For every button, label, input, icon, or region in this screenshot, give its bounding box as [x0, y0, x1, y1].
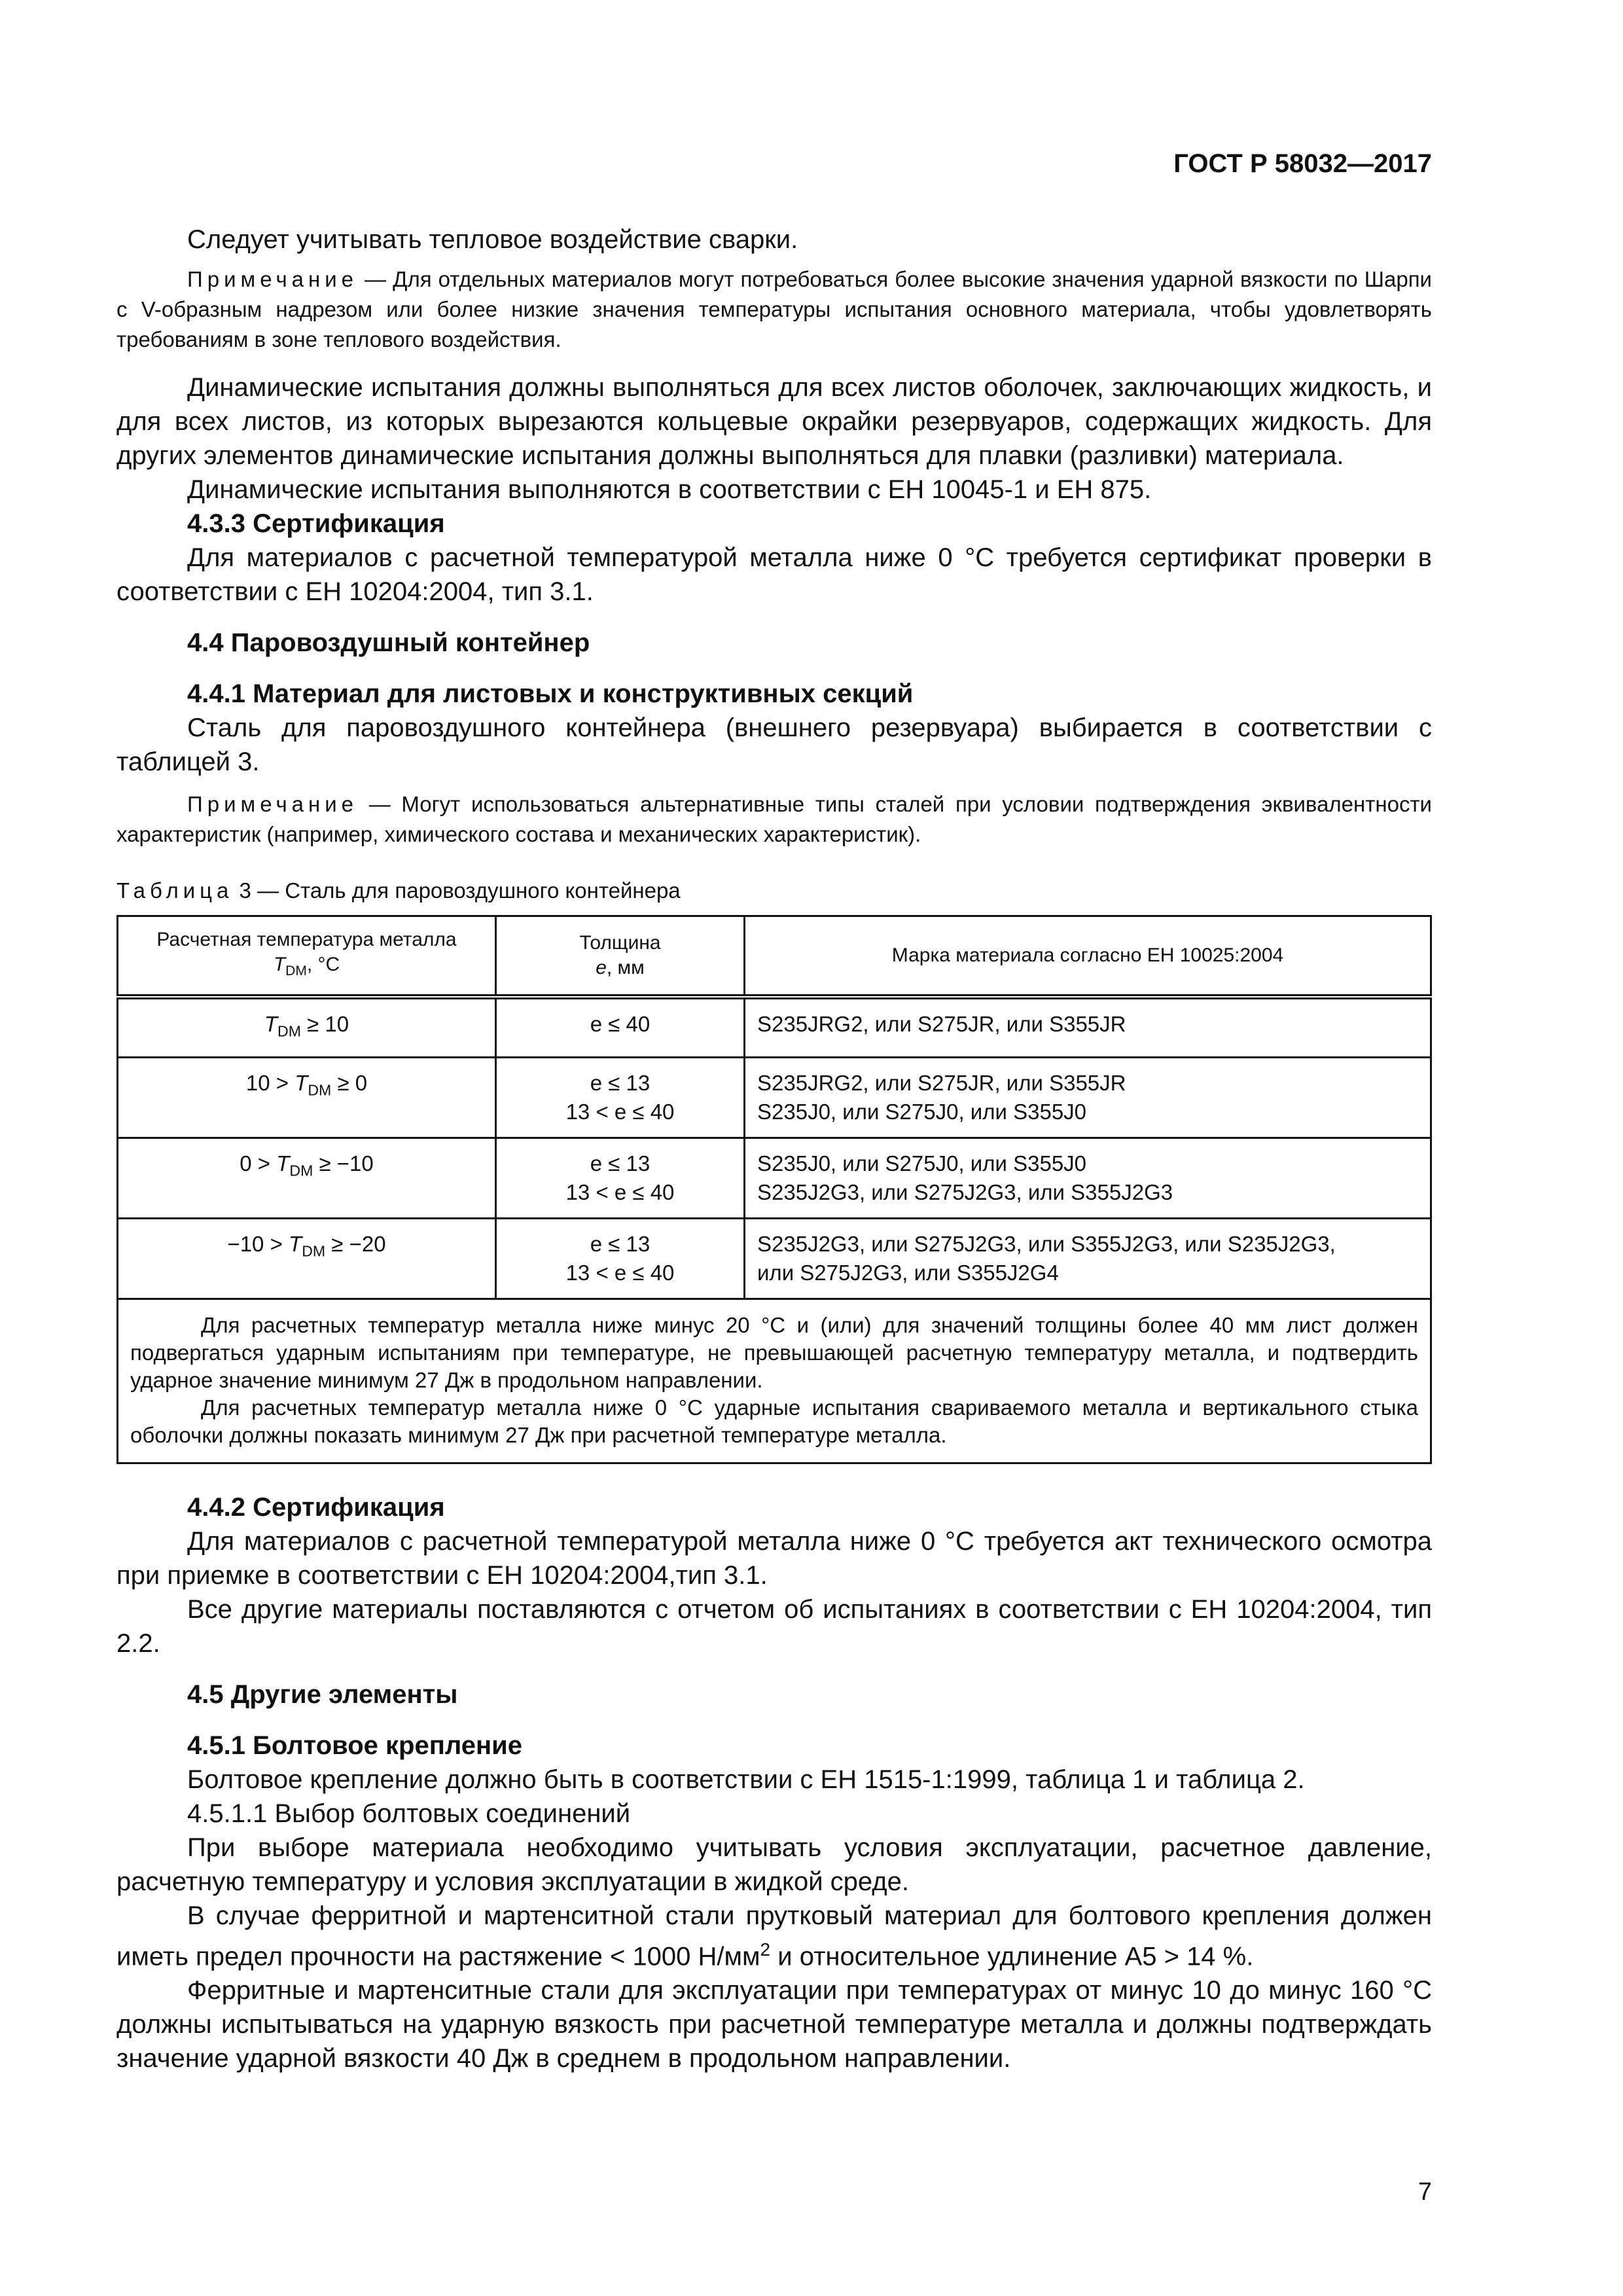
cell-temperature: $T_{DM} \ge 10$ [118, 997, 496, 1057]
table-note-impact: Для расчетных температур металла ниже минус 20 °С и (или) для значений толщины более 40 мм лист должен подвергаться ударным испытаниям при температуре, не превышающей расчетную температуру металла, и подтвердить ударное значение минимум 27 Дж в продольном направлении. [130, 1312, 1418, 1392]
page-number: 7 [1418, 2178, 1432, 2206]
paragraph-bolting-standard: Болтовое крепление должно быть в соответствии с ЕН 1515-1:1999, таблица 1 и таблица 2. [187, 1765, 1305, 1794]
note-alternative-steels [116, 789, 1432, 850]
table-row [118, 1218, 1431, 1299]
table-header-row [118, 916, 1431, 997]
heading-4-5: 4.5 Другие элементы [187, 1679, 458, 1709]
note-text: — Для отдельных материалов могут потребоваться более высокие значения ударной вязкости по Шарпи с V-образным надрезом или более низкие значения температуры испытания основного материала, чтобы удовлетворять требованиям в зоне теплового воздействия. [116, 267, 1432, 351]
paragraph-certification: Для материалов с расчетной температурой металла ниже 0 °С требуется сертификат проверки в соответствии с ЕН 10204:2004, тип 3.1. [116, 543, 1432, 606]
table-caption [116, 876, 1432, 906]
header-thickness: Толщина e, мм [496, 916, 745, 997]
cell-grade: S235JRG2, или S275JR, или S355JR [745, 997, 1431, 1057]
note-label: Примечание [187, 267, 359, 291]
table-caption-text: 3 — Сталь для паровоздушного контейнера [233, 878, 681, 903]
table-note-row [118, 1299, 1431, 1463]
table-row [118, 997, 1431, 1057]
cell-temperature: $0 > T_{DM} \ge -10$ [118, 1138, 496, 1218]
table-row [118, 1138, 1431, 1218]
note-text: — Могут использоваться альтернативные типы сталей при условии подтверждения эквивалентности характеристик (например, химического состава и механических характеристик). [116, 792, 1432, 846]
paragraph-welding-heat: Следует учитывать тепловое воздействие сварки. [187, 225, 798, 254]
header-grade: Марка материала согласно ЕН 10025:2004 [745, 916, 1431, 997]
paragraph-bolt-selection: 4.5.1.1 Выбор болтовых соединений [187, 1799, 631, 1828]
paragraph-dynamic-standards: Динамические испытания выполняются в соответствии с ЕН 10045-1 и ЕН 875. [187, 475, 1152, 504]
document-code: ГОСТ Р 58032—2017 [1173, 149, 1432, 178]
page-body [116, 0, 1432, 2075]
cell-thickness: e ≤ 13 13 < e ≤ 40 [496, 1218, 745, 1299]
note-label: Примечание [187, 792, 359, 816]
cell-grade: S235J0, или S275J0, или S355J0 S235J2G3, или S275J2G3, или S355J2G3 [745, 1138, 1431, 1218]
cell-thickness: e ≤ 13 13 < e ≤ 40 [496, 1138, 745, 1218]
paragraph-dynamic-tests: Динамические испытания должны выполняться для всех листов оболочек, заключающих жидкость, и для всех листов, из которых вырезаются кольцевые окрайки резервуаров, содержащих жидкость. Для других элементов динамические испытания должны выполняться для плавки (разливки) материала. [116, 373, 1432, 470]
paragraph-tensile-strength: В случае ферритной и мартенситной стали прутковый материал для болтового крепления должен иметь предел прочности на растяжение < 1000 $Н/мм^2$ и относительное удлинение А5 > 14 %. [116, 1901, 1432, 1971]
cell-temperature: $-10 > T_{DM} \ge -20$ [118, 1218, 496, 1299]
heading-4-4-1: 4.4.1 Материал для листовых и конструктивных секций [187, 679, 914, 708]
paragraph-steel-selection: Сталь для паровоздушного контейнера (внешнего резервуара) выбирается в соответствии с таблицей 3. [116, 713, 1432, 776]
heading-4-4: 4.4 Паровоздушный контейнер [187, 628, 590, 657]
heading-4-3-3: 4.3.3 Сертификация [187, 509, 445, 538]
table-row [118, 1057, 1431, 1138]
paragraph-material-conditions: При выборе материала необходимо учитывать условия эксплуатации, расчетное давление, расчетную температуру и условия эксплуатации в жидкой среде. [116, 1833, 1432, 1896]
paragraph-impact-strength: Ферритные и мартенситные стали для эксплуатации при температурах от минус 10 до минус 160 °С должны испытываться на ударную вязкость при расчетной температуре металла и должны подтверждать значение ударной вязкости 40 Дж в среднем в продольном направлении. [116, 1975, 1432, 2073]
heading-4-4-2: 4.4.2 Сертификация [187, 1492, 445, 1522]
paragraph-test-report: Все другие материалы поставляются с отчетом об испытаниях в соответствии с ЕН 10204:2004, тип 2.2. [116, 1594, 1432, 1658]
cell-grade: S235JRG2, или S275JR, или S355JR S235J0, или S275J0, или S355J0 [745, 1057, 1431, 1138]
cell-temperature: $10 > T_{DM} \ge 0$ [118, 1057, 496, 1138]
table-caption-label: Таблица [116, 878, 234, 903]
table-note-weld: Для расчетных температур металла ниже 0 °С ударные испытания свариваемого металла и вертикального стыка оболочки должны показать минимум 27 Дж при расчетной температуре металла. [130, 1395, 1418, 1447]
steel-table [116, 915, 1432, 1464]
paragraph-inspection-act: Для материалов с расчетной температурой металла ниже 0 °С требуется акт технического осмотра при приемке в соответствии с ЕН 10204:2004,тип 3.1. [116, 1526, 1432, 1590]
header-temperature: Расчетная температура металла $T_{DM}$, °С [118, 916, 496, 997]
cell-thickness: e ≤ 40 [496, 997, 745, 1057]
note-charpy [116, 264, 1432, 355]
heading-4-5-1: 4.5.1 Болтовое крепление [187, 1731, 523, 1760]
table-note [118, 1299, 1431, 1463]
cell-grade: S235J2G3, или S275J2G3, или S355J2G3, или S235J2G3, или S275J2G3, или S355J2G4 [745, 1218, 1431, 1299]
cell-thickness: e ≤ 13 13 < e ≤ 40 [496, 1057, 745, 1138]
